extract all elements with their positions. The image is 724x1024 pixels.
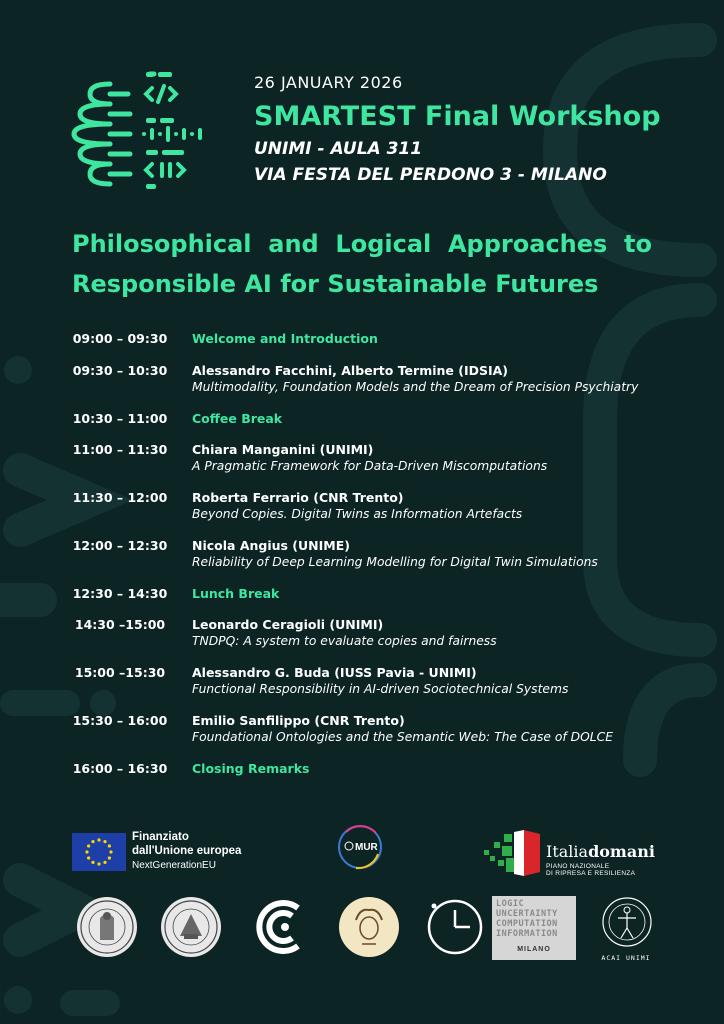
mur-logo-icon [336,824,390,870]
schedule-event: Welcome and Introduction [192,331,378,346]
luci-clock-icon [424,896,486,958]
event-date: 26 JANUARY 2026 [254,73,403,92]
unimi-seal-icon [76,896,138,958]
medusa-logo-icon [338,896,400,958]
italia-name-b: domani [588,842,655,861]
speaker-name: Alessandro Facchini, Alberto Termine (IDSIA) [192,363,509,378]
schedule-time: 11:00 – 11:30 [72,442,168,457]
italiadomani-sub-2: DI RIPRESA E RESILIENZA [546,870,636,877]
italiadomani-sub-1: PIANO NAZIONALE [546,863,610,870]
unimi-second-seal-icon [160,896,222,958]
eu-line-2: dall'Unione europea [132,845,242,857]
luci-city: MILANO [517,946,551,953]
speaker-name: Leonardo Ceragioli (UNIMI) [192,617,384,632]
schedule [64,330,684,777]
schedule-time: 09:30 – 10:30 [72,363,168,378]
eu-line-1: Finanziato [132,831,189,843]
speaker-name: Alessandro G. Buda (IUSS Pavia - UNIMI) [192,665,477,680]
luci-line-4: INFORMATION [496,929,558,939]
schedule-time: 12:00 – 12:30 [72,538,168,553]
workshop-title: Philosophical and Logical Approaches to Responsible AI for Sustainable Futures [72,230,652,298]
speaker-name: Chiara Manganini (UNIMI) [192,442,374,457]
schedule-time: 10:30 – 11:00 [72,411,168,426]
schedule-time: 09:00 – 09:30 [72,331,168,346]
schedule-row [64,664,684,698]
venue-line-1: UNIMI - AULA 311 [254,139,423,159]
italiadomani-name [546,842,655,861]
schedule-event: Closing Remarks [192,761,310,776]
talk-title: Functional Responsibility in AI-driven Sociotechnical Systems [192,682,569,696]
schedule-time: 15:00 –15:30 [74,665,166,680]
schedule-row [64,585,684,602]
schedule-time: 11:30 – 12:00 [72,490,168,505]
schedule-time: 14:30 –15:00 [74,617,166,632]
cnr-logo-icon [252,896,314,958]
schedule-row [64,441,684,475]
schedule-time: 15:30 – 16:00 [72,713,168,728]
acai-logo-icon [596,894,658,956]
speaker-name: Emilio Sanfilippo (CNR Trento) [192,713,405,728]
eu-flag-icon [72,833,126,871]
smartest-logo-icon [70,70,210,200]
talk-title: Multimodality, Foundation Models and the Dream of Precision Psychiatry [192,380,639,394]
event-title: SMARTEST Final Workshop [254,101,661,132]
schedule-row [64,537,684,571]
speaker-name: Roberta Ferrario (CNR Trento) [192,490,404,505]
schedule-time: 12:30 – 14:30 [72,586,168,601]
talk-title: Reliability of Deep Learning Modelling for Digital Twin Simulations [192,555,598,569]
speaker-name: Nicola Angius (UNIME) [192,538,350,553]
luci-line-3: COMPUTATION [496,919,558,929]
eu-line-3: NextGenerationEU [132,860,216,871]
schedule-row [64,616,684,650]
event-header [254,72,694,188]
luci-logo [492,896,576,960]
luci-line-2: UNCERTAINTY [496,909,558,919]
schedule-event: Lunch Break [192,586,280,601]
italia-name-a: Italia [546,842,589,861]
schedule-row [64,712,684,746]
schedule-row [64,330,684,347]
schedule-time: 16:00 – 16:30 [72,761,168,776]
talk-title: Foundational Ontologies and the Semantic Web: The Case of DOLCE [192,730,614,744]
eu-funding-label [132,830,262,873]
acai-label: ACAI UNIMI [601,954,651,962]
schedule-event: Coffee Break [192,411,283,426]
talk-title: TNDPQ: A system to evaluate copies and fairness [192,634,497,648]
talk-title: A Pragmatic Framework for Data-Driven Miscomputations [192,459,548,473]
schedule-row [64,760,684,777]
schedule-row [64,362,684,396]
schedule-row [64,489,684,523]
mur-label: MUR [355,842,378,853]
venue-line-2: VIA FESTA DEL PERDONO 3 - MILANO [254,165,607,185]
luci-line-1: LOGIC [496,899,525,909]
talk-title: Beyond Copies. Digital Twins as Information Artefacts [192,507,523,521]
schedule-row [64,410,684,427]
